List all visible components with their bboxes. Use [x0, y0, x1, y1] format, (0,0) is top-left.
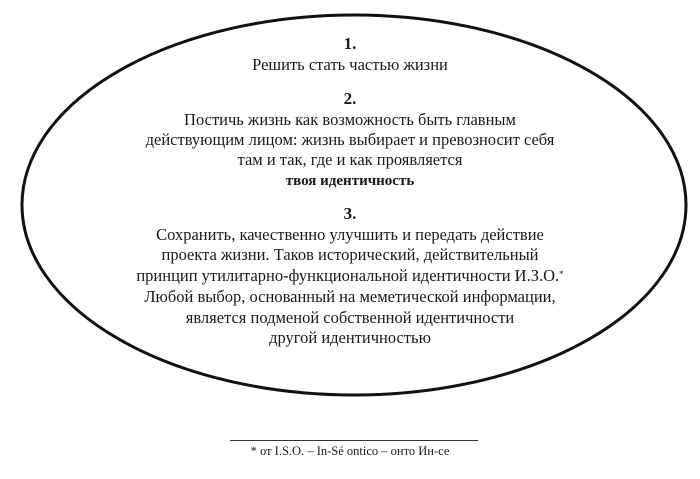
- item-3-line-4: Любой выбор, основанный на меметической информации,: [144, 287, 556, 306]
- footnote-divider: [230, 440, 478, 441]
- item-3-line-5: является подменой собственной идентичности: [185, 308, 515, 327]
- item-3-line-3-text: принцип утилитарно-функциональной идентичности И.З.О.: [136, 266, 560, 285]
- footnote-marker: *: [559, 269, 564, 279]
- item-1-number: 1.: [343, 34, 357, 53]
- item-2-line-1: Постичь жизнь как возможность быть главным: [184, 110, 516, 129]
- item-3-number: 3.: [343, 204, 357, 223]
- item-3-line-6: другой идентичностью: [269, 328, 431, 347]
- footnote-text: * от I.S.O. – In-Sé ontico – онто Ин-се: [250, 444, 450, 458]
- item-3-line-1: Сохранить, качественно улучшить и передать действие: [156, 225, 544, 244]
- item-2-line-3: там и так, где и как проявляется: [237, 150, 463, 169]
- item-2-emphasis: твоя идентичность: [285, 173, 415, 189]
- item-3-line-3: [0, 266, 700, 286]
- item-2-line-2: действующим лицом: жизнь выбирает и превозносит себя: [145, 130, 555, 149]
- item-2-number: 2.: [343, 89, 357, 108]
- item-3-line-2: проекта жизни. Таков исторический, действительный: [161, 245, 539, 264]
- item-1-text: Решить стать частью жизни: [252, 55, 448, 74]
